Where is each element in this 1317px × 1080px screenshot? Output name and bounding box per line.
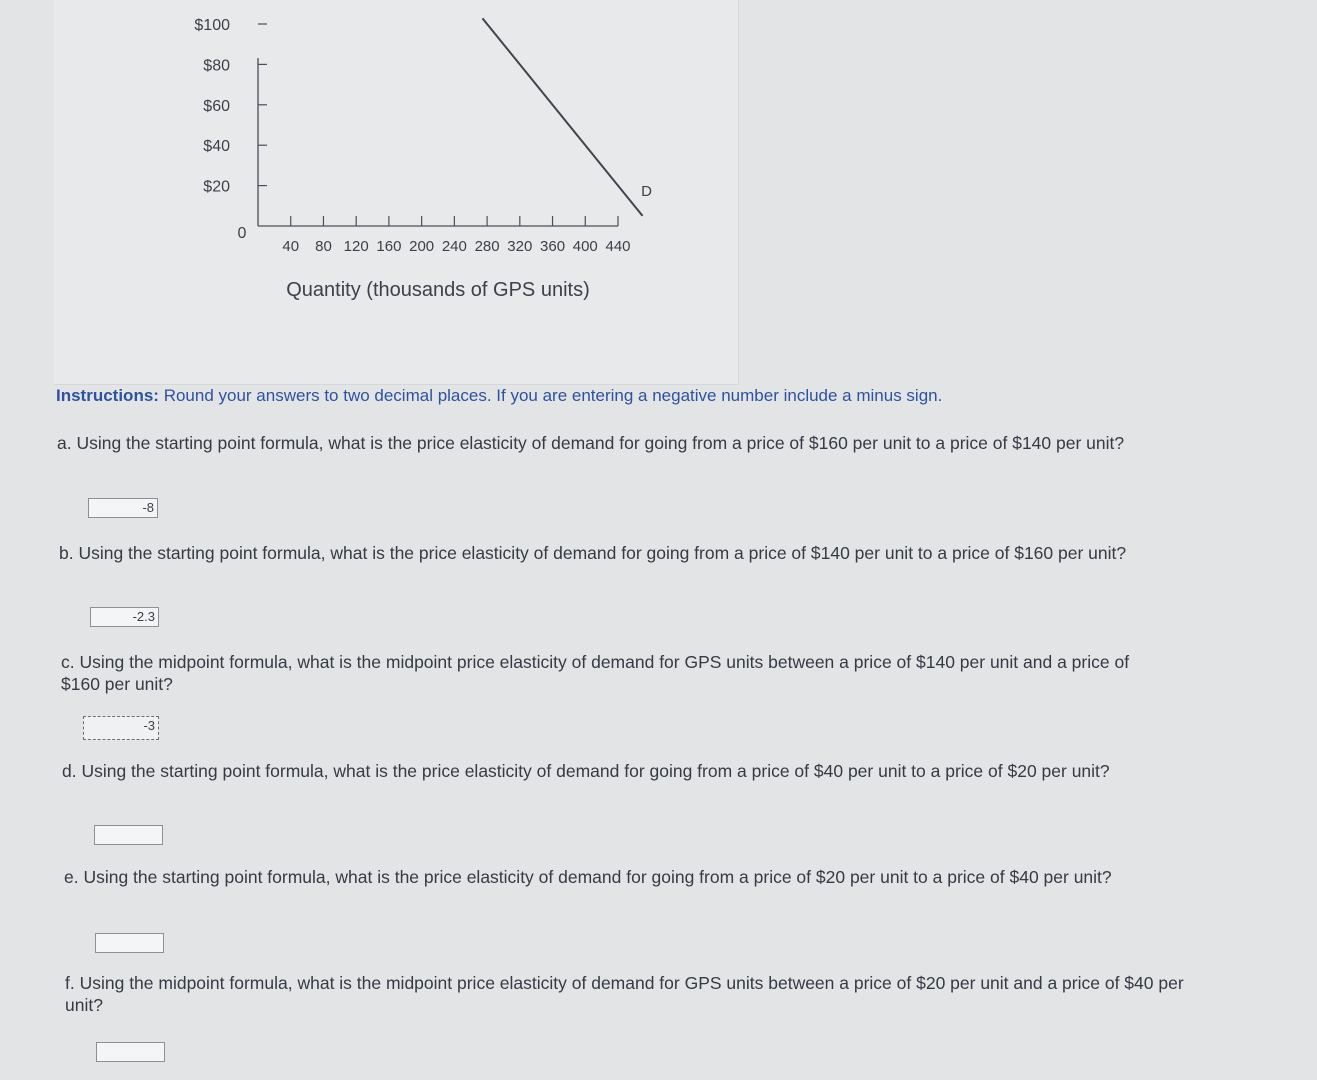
demand-chart: [54, 0, 738, 384]
question-d: d. Using the starting point formula, what is the price elasticity of demand for going from a price of $40 per unit to a price of $20 per unit?: [62, 761, 1110, 781]
x-tick-label: 200: [409, 238, 435, 255]
question-b: b. Using the starting point formula, what is the price elasticity of demand for going from a price of $140 per unit to a price of $160 per unit?: [59, 543, 1127, 563]
answer-input-a[interactable]: -8: [88, 498, 158, 518]
y-tick-label: $40: [203, 138, 230, 156]
question-a: a. Using the starting point formula, what is the price elasticity of demand for going from a price of $160 per unit to a price of $140 per unit?: [57, 433, 1125, 453]
x-tick-label: 240: [441, 238, 467, 255]
question-e: e. Using the starting point formula, what is the price elasticity of demand for going from a price of $20 per unit to a price of $40 per unit?: [64, 867, 1112, 887]
question-f: f. Using the midpoint formula, what is the midpoint price elasticity of demand for GPS units between a price of $20 per unit and a price of $40 per unit?: [65, 973, 1184, 1015]
x-tick-label: 320: [507, 238, 533, 255]
y-tick-label: $60: [203, 97, 230, 115]
x-tick-label: 120: [343, 238, 369, 255]
answer-input-e[interactable]: [95, 933, 164, 953]
instructions-text: Round your answers to two decimal places. If you are entering a negative number include a minus sign.: [163, 386, 943, 405]
answer-input-d[interactable]: [94, 825, 163, 845]
x-tick-label: 440: [605, 238, 631, 255]
origin-label: 0: [237, 225, 247, 242]
x-tick-label: 400: [572, 238, 598, 255]
y-tick-label: $20: [203, 178, 230, 196]
y-tick-label: $80: [203, 57, 230, 75]
x-tick-label: 280: [474, 238, 500, 255]
x-tick-label: 80: [315, 238, 332, 255]
instructions-label: Instructions:: [56, 386, 159, 405]
question-c: c. Using the midpoint formula, what is the midpoint price elasticity of demand for GPS units between a price of $140 per unit and a price of $160 per unit?: [61, 652, 1130, 694]
x-tick-label: 360: [540, 238, 566, 255]
x-tick-label: 40: [282, 238, 300, 255]
demand-chart-panel: [54, 0, 739, 385]
answer-input-b[interactable]: -2.3: [90, 607, 159, 627]
answer-input-f[interactable]: [96, 1042, 165, 1062]
instructions: [56, 386, 942, 406]
x-axis-title: Quantity (thousands of GPS units): [286, 279, 590, 301]
x-tick-label: 160: [376, 238, 402, 255]
demand-curve-label: D: [641, 182, 652, 200]
demand-curve: [483, 18, 643, 216]
answer-input-c[interactable]: -3: [83, 716, 159, 740]
y-tick-label: $100: [194, 17, 230, 34]
